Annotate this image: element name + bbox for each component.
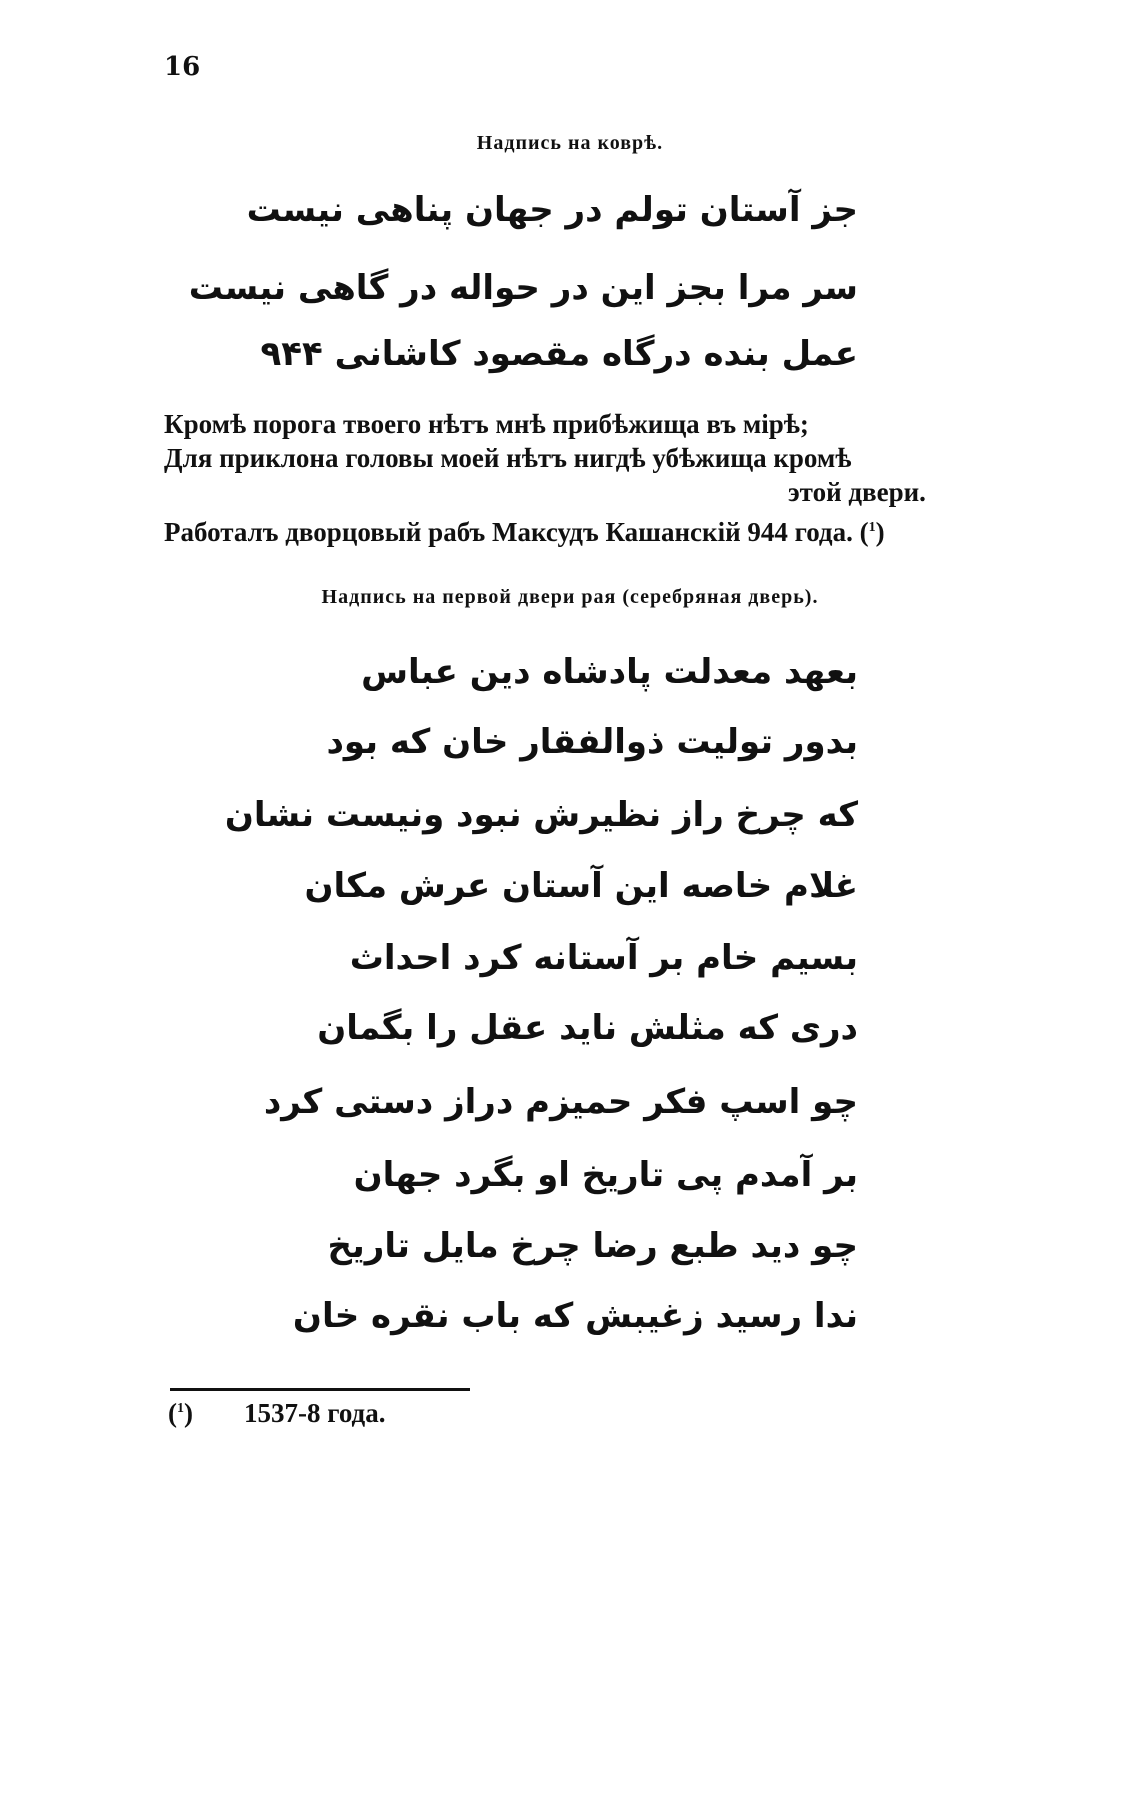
footnote-marker-close: ) xyxy=(184,1398,193,1428)
persian-verse-line: غلام خاصه این آستان عرش مکان xyxy=(304,866,858,906)
footnote-divider xyxy=(170,1388,470,1391)
footnote-marker xyxy=(168,1398,244,1429)
footnote-text: 1537-8 года. xyxy=(244,1398,386,1428)
translation-line: Кромѣ порога твоего нѣтъ мнѣ прибѣжища въ мірѣ; xyxy=(164,409,809,439)
persian-verse-line: عمل بنده درگاه مقصود کاشانی ۹۴۴ xyxy=(260,334,858,374)
translation-line: этой двери. xyxy=(788,477,926,507)
persian-verse-line: جز آستان تولم در جهان پناهی نیست xyxy=(246,190,858,230)
persian-verse-line: دری که مثلش ناید عقل را بگمان xyxy=(317,1008,858,1048)
footnote-marker-number: 1 xyxy=(177,1401,184,1416)
translation-line xyxy=(164,512,885,548)
footnote-marker-open: ( xyxy=(168,1398,177,1428)
footnote-reference: 1 xyxy=(868,520,876,535)
persian-verse-line: که چرخ راز نظیرش نبود ونیست نشان xyxy=(224,795,858,835)
persian-verse-line: بسیم خام بر آستانه کرد احداث xyxy=(349,938,858,978)
persian-verse-line: ندا رسید زغیبش که باب نقره خان xyxy=(292,1296,858,1336)
translation-line-text: Работалъ дворцовый рабъ Максудъ Кашанскій 944 года. ( xyxy=(164,517,869,547)
persian-verse-line: بر آمدم پی تاریخ او بگرد جهان xyxy=(353,1155,858,1195)
page-number: 16 xyxy=(164,52,201,82)
persian-verse-line: بعهد معدلت پادشاه دین عباس xyxy=(361,652,858,692)
translation-line-end: ) xyxy=(875,517,885,547)
persian-verse-line: بدور تولیت ذوالفقار خان که بود xyxy=(326,722,858,762)
section-heading-carpet: Надпись на коврѣ. xyxy=(476,132,664,154)
persian-verse-line: چو دید طبع رضا چرخ مایل تاریخ xyxy=(327,1226,858,1266)
section-heading-door: Надпись на первой двери рая (серебряная дверь). xyxy=(321,586,819,608)
translation-line: Для приклона головы моей нѣтъ нигдѣ убѣжища кромѣ xyxy=(164,443,852,473)
persian-verse-line: چو اسپ فکر حمیزم دراز دستی کرد xyxy=(263,1082,858,1122)
footnote xyxy=(168,1398,385,1429)
persian-verse-line: سر مرا بجز این در حواله در گاهی نیست xyxy=(188,268,858,308)
